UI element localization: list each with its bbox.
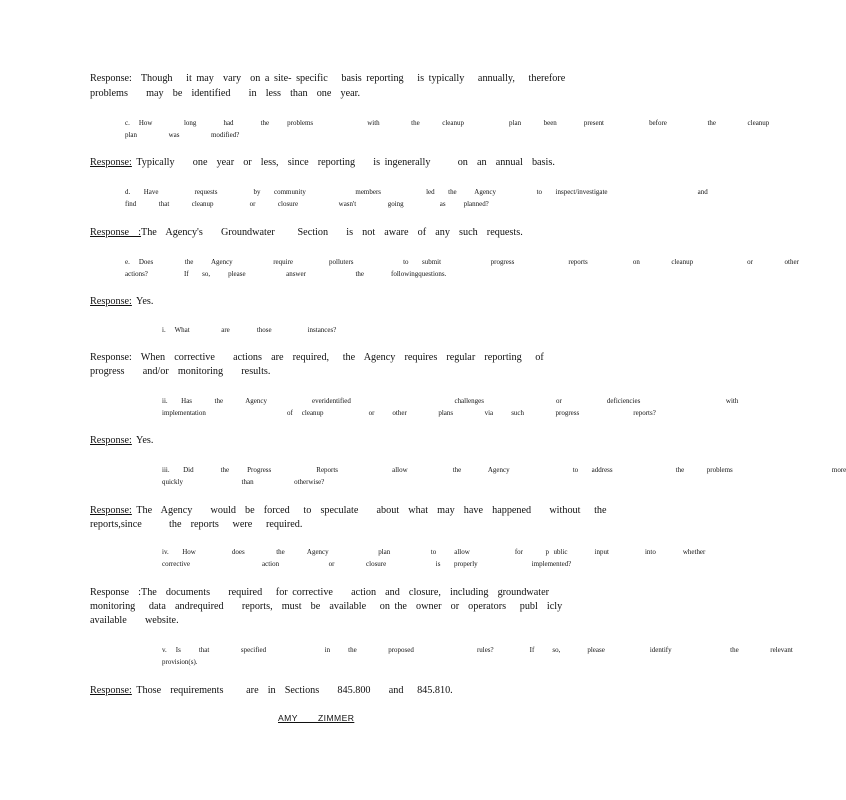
response-text: Yes. — [131, 296, 154, 307]
response-label: Response: — [90, 296, 132, 307]
question-v-line-2: provision(s). — [162, 657, 198, 666]
response-1-line-2: problems may be identified in less than one year. — [90, 88, 361, 99]
response-7-line-2: reports,since the reports were required. — [90, 519, 303, 530]
response-label: Response: — [90, 435, 132, 446]
response-text: The Agency's Groundwater Section is not aware of any such requests. — [140, 227, 523, 238]
question-iv-line-2: corrective action or closure is properly implemented? — [162, 559, 572, 568]
response-text: Typically one year or less, since reporting is ingenerally on an annual basis. — [131, 157, 555, 168]
response-4-line-1 — [90, 297, 153, 307]
question-iii-line-1: iii. Did the Progress Reports allow the Agency to address the problems more — [162, 465, 846, 474]
response-3-line-1 — [90, 228, 523, 238]
response-8-line-3: available website. — [90, 615, 179, 626]
response-2-line-1 — [90, 158, 555, 168]
question-d-line-1: d. Have requests by community members led the Agency to inspect/investigate and — [125, 187, 708, 196]
question-iii-line-2: quickly than otherwise? — [162, 477, 325, 486]
response-9-line-1 — [90, 686, 453, 696]
response-5-line-1: Response: When corrective actions are required, the Agency requires regular reporting of — [90, 352, 544, 363]
response-text: The Agency would be forced to speculate about what may have happened without the — [131, 505, 607, 516]
question-v-line-1: v. Is that specified in the proposed rules? If so, please identify the relevant — [162, 645, 793, 654]
response-7-line-1 — [90, 506, 607, 516]
response-label: Response: — [90, 685, 132, 696]
response-text: Those requirements are in Sections 845.800 and 845.810. — [131, 685, 453, 696]
response-text: Though it may vary on a site- specific basis reporting is typically annually, therefore — [140, 73, 566, 84]
question-ii-line-1: ii. Has the Agency everidentified challenges or deficiencies with — [162, 396, 739, 405]
response-text: Yes. — [131, 435, 154, 446]
response-label: Response: — [90, 73, 132, 84]
question-iv-line-1: iv. How does the Agency plan to allow for p ublic input into whether — [162, 547, 706, 556]
question-c-line-2: plan was modified? — [125, 130, 240, 139]
response-label: Response: — [90, 505, 132, 516]
question-i-line-1: i. What are those instances? — [162, 325, 337, 334]
question-ii-line-2: implementation of cleanup or other plans via such progress reports? — [162, 408, 656, 417]
signature-name: AMY ZIMMER — [278, 713, 355, 723]
response-5-line-2: progress and/or monitoring results. — [90, 366, 271, 377]
question-e-line-2: actions? If so, please answer the followingquestions. — [125, 269, 447, 278]
response-1-line-1 — [90, 74, 565, 84]
response-6-line-1 — [90, 436, 153, 446]
response-label: Response : — [90, 227, 141, 238]
response-8-line-1: Response :The documents required for corrective action and closure, including groundwater — [90, 587, 550, 598]
response-8-line-2: monitoring data andrequired reports, must be available on the owner or operators publ icly — [90, 601, 563, 612]
question-c-line-1: c. How long had the problems with the cleanup plan been present before the cleanup — [125, 118, 770, 127]
response-label: Response: — [90, 157, 132, 168]
question-e-line-1: e. Does the Agency require polluters to submit progress reports on cleanup or other — [125, 257, 799, 266]
question-d-line-2: find that cleanup or closure wasn't going as planned? — [125, 199, 489, 208]
